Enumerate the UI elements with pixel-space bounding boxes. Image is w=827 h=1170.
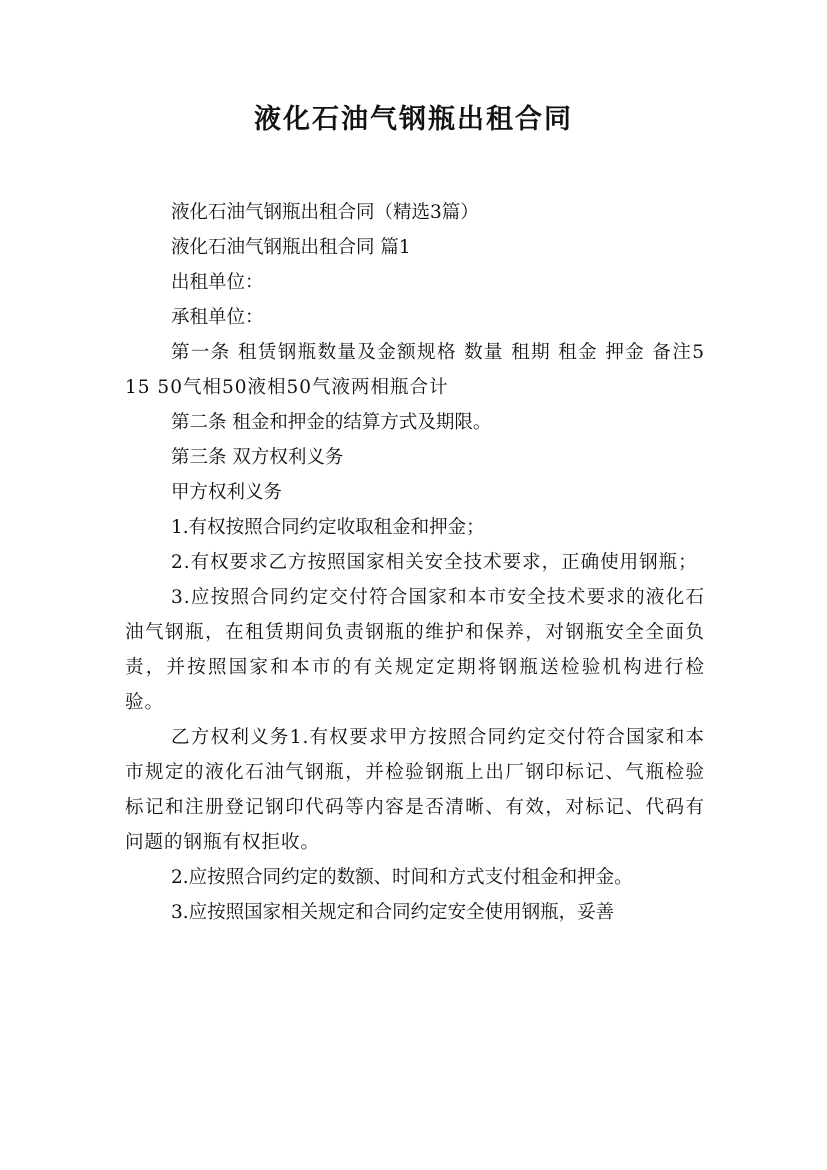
paragraph: 2.应按照合同约定的数额、时间和方式支付租金和押金。 [171,867,633,888]
paragraph: 出租单位： [171,272,264,293]
paragraph: 第一条 租赁钢瓶数量及金额规格 数量 租期 租金 押金 备注5 15 50气相50液相50气液两相瓶合计 [125,342,705,398]
paragraph: 乙方权利义务1.有权要求甲方按照合同约定交付符合国家和本市规定的液化石油气钢瓶，并检验钢瓶上出厂钢印标记、气瓶检验标记和注册登记钢印代码等内容是否清晰、有效，对标记、代码有问题的钢瓶有权拒收。 [125,727,705,853]
paragraph: 第三条 双方权利义务 [171,447,344,468]
paragraph: 甲方权利义务 [171,482,283,503]
paragraph: 2.有权要求乙方按照国家相关安全技术要求，正确使用钢瓶； [171,552,698,573]
paragraph: 3.应按照合同约定交付符合国家和本市安全技术要求的液化石油气钢瓶，在租赁期间负责钢瓶的维护和保养，对钢瓶安全全面负责，并按照国家和本市的有关规定定期将钢瓶送检验机构进行检验。 [125,587,705,713]
paragraph: 承租单位： [171,307,264,328]
paragraph: 1.有权按照合同约定收取租金和押金； [171,517,485,538]
paragraph: 3.应按照国家相关规定和合同约定安全使用钢瓶，妥善 [171,902,615,923]
document-title: 液化石油气钢瓶出租合同 [254,104,573,135]
document-body [125,195,705,930]
paragraph: 第二条 租金和押金的结算方式及期限。 [171,412,492,433]
paragraph: 液化石油气钢瓶出租合同（精选3篇） [171,202,479,223]
paragraph: 液化石油气钢瓶出租合同 篇1 [171,237,411,258]
